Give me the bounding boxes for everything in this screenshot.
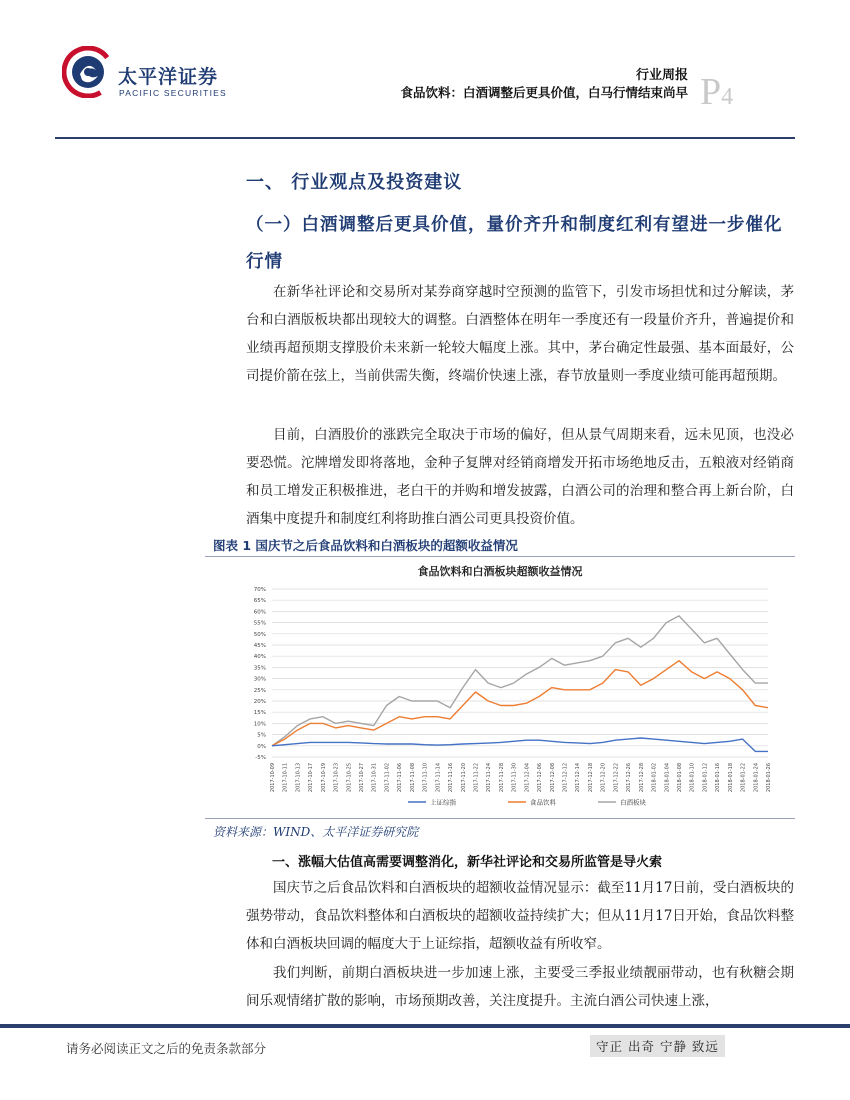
x-tick-label: 2018-01-04 <box>664 763 671 793</box>
chart-title: 食品饮料和白酒板块超额收益情况 <box>417 565 583 578</box>
x-tick-label: 2018-01-08 <box>676 763 683 793</box>
x-tick-label: 2017-12-04 <box>524 763 531 793</box>
x-tick-label: 2017-12-22 <box>613 763 620 793</box>
header-divider <box>55 137 795 139</box>
footer-disclaimer: 请务必阅读正文之后的免责条款部分 <box>66 1041 267 1056</box>
x-tick-label: 2017-11-20 <box>460 763 467 793</box>
y-tick-label: 30% <box>253 676 266 683</box>
y-tick-label: 40% <box>253 654 266 661</box>
x-tick-label: 2017-11-02 <box>384 763 391 793</box>
x-tick-label: 2017-12-12 <box>562 763 569 793</box>
y-tick-label: -5% <box>255 755 266 761</box>
x-tick-label: 2017-12-06 <box>537 763 544 793</box>
x-tick-label: 2017-11-22 <box>473 763 480 793</box>
page-letter: P <box>700 71 722 113</box>
x-tick-label: 2017-12-08 <box>549 763 556 793</box>
x-tick-label: 2017-10-19 <box>320 763 327 793</box>
x-tick-label: 2017-12-20 <box>600 763 607 793</box>
footer-motto: 守正 出奇 宁静 致远 <box>590 1035 725 1057</box>
pacific-securities-logo-icon <box>62 46 114 98</box>
y-tick-label: 10% <box>253 721 266 728</box>
excess-return-line-chart <box>228 561 778 811</box>
y-tick-label: 15% <box>253 710 266 717</box>
x-tick-label: 2017-10-23 <box>333 763 340 793</box>
x-tick-label: 2017-10-09 <box>270 763 276 793</box>
report-type: 行业周报 <box>635 68 688 83</box>
paragraph-2: 目前，白酒股价的涨跌完全取决于市场的偏好，但从景气周期来看，远未见顶，也没必要恐慌。沱牌增发即将落地，金种子复牌对经销商增发开拓市场绝地反击，五粮液对经销商和员工增发正积极推进，老白干的并购和增发披露，白酒公司的治理和整合再上新台阶，白酒集中度提升和制度红利将助推白酒公司更具投资价值。 <box>246 427 794 527</box>
footer-divider <box>0 1024 850 1028</box>
y-tick-label: 55% <box>253 620 266 627</box>
y-tick-label: 35% <box>253 665 266 672</box>
x-tick-label: 2017-11-06 <box>397 763 404 793</box>
x-tick-label: 2017-12-14 <box>575 763 582 793</box>
x-tick-label: 2017-12-18 <box>587 763 594 793</box>
legend-label: 上证综指 <box>430 798 456 807</box>
figure-top-divider <box>205 556 795 557</box>
x-tick-label: 2018-01-12 <box>702 763 709 793</box>
x-tick-label: 2017-11-10 <box>422 763 429 793</box>
y-tick-label: 0% <box>257 743 266 750</box>
y-tick-label: 60% <box>253 609 266 616</box>
y-tick-label: 70% <box>253 587 266 593</box>
x-tick-label: 2017-11-28 <box>498 763 505 793</box>
x-tick-label: 2017-10-25 <box>346 763 353 793</box>
x-tick-label: 2018-01-02 <box>651 763 658 793</box>
x-tick-label: 2017-12-28 <box>638 763 645 793</box>
x-tick-label: 2017-10-17 <box>308 763 315 793</box>
y-tick-label: 5% <box>257 732 266 739</box>
x-tick-label: 2017-11-24 <box>486 763 493 793</box>
figure-source: 资料来源：WIND、太平洋证券研究院 <box>213 825 419 839</box>
x-tick-label: 2018-01-10 <box>689 763 696 793</box>
y-tick-label: 25% <box>253 687 266 694</box>
x-tick-label: 2018-01-18 <box>727 763 734 793</box>
x-tick-label: 2017-11-30 <box>511 763 518 793</box>
section-subheading: （一）白酒调整后更具价值，量价齐升和制度红利有望进一步催化行情 <box>246 215 783 272</box>
y-tick-label: 45% <box>253 643 266 649</box>
legend-label: 食品饮料 <box>530 798 556 807</box>
x-tick-label: 2017-11-14 <box>435 763 442 793</box>
x-tick-label: 2017-10-13 <box>295 763 302 793</box>
x-tick-label: 2017-11-08 <box>409 763 416 793</box>
x-tick-label: 2018-01-16 <box>715 763 722 793</box>
series-line-1 <box>272 738 768 751</box>
legend-label: 白酒板块 <box>620 798 646 807</box>
brand-name-en: PACIFIC SECURITIES <box>119 88 227 98</box>
x-tick-label: 2017-10-31 <box>371 763 378 793</box>
x-tick-label: 2017-10-11 <box>282 763 289 793</box>
page-number <box>700 70 733 114</box>
series-line-2 <box>272 661 768 746</box>
brand-name-cn: 太平洋证券 <box>118 66 219 88</box>
y-tick-label: 65% <box>253 598 266 605</box>
x-tick-label: 2017-10-27 <box>359 763 366 793</box>
paragraph-1: 在新华社评论和交易所对某券商穿越时空预测的监管下，引发市场担忧和过分解读，茅台和白酒版板块都出现较大的调整。白酒整体在明年一季度还有一段量价齐升，普遍提价和业绩再超预期支撑股价未来新一轮较大幅度上涨。其中，茅台确定性最强、基本面最好，公司提价箭在弦上，当前供需失衡，终端价快速上涨，春节放量则一季度业绩可能再超预期。 <box>246 284 794 384</box>
subsection-paragraph-1: 国庆节之后食品饮料和白酒板块的超额收益情况显示：截至11月17日前，受白酒板块的强势带动，食品饮料整体和白酒板块的超额收益持续扩大；但从11月17日开始，食品饮料整体和白酒板块回调的幅度大于上证综指，超额收益有所收窄。 <box>246 880 794 952</box>
x-tick-label: 2017-12-26 <box>626 763 633 793</box>
subsection-heading: 一、涨幅大估值高需要调整消化，新华社评论和交易所监管是导火索 <box>272 855 663 870</box>
figure-bottom-divider <box>205 818 795 819</box>
x-tick-label: 2018-01-22 <box>740 763 747 793</box>
x-tick-label: 2017-11-16 <box>448 763 455 793</box>
report-title: 食品饮料：白酒调整后更具价值，白马行情结束尚早 <box>400 85 688 100</box>
y-tick-label: 20% <box>253 699 266 705</box>
page-digit: 4 <box>721 84 734 110</box>
section-heading: 一、 行业观点及投资建议 <box>246 172 463 193</box>
figure-caption: 图表 1 国庆节之后食品饮料和白酒板块的超额收益情况 <box>213 538 518 553</box>
y-tick-label: 50% <box>253 631 266 638</box>
subsection-paragraph-2: 我们判断，前期白酒板块进一步加速上涨，主要受三季报业绩靓丽带动，也有秋糖会期间乐观情绪扩散的影响，市场预期改善，关注度提升。主流白酒公司快速上涨， <box>246 965 794 1009</box>
x-tick-label: 2018-01-26 <box>766 763 772 793</box>
x-tick-label: 2018-01-24 <box>753 763 760 793</box>
